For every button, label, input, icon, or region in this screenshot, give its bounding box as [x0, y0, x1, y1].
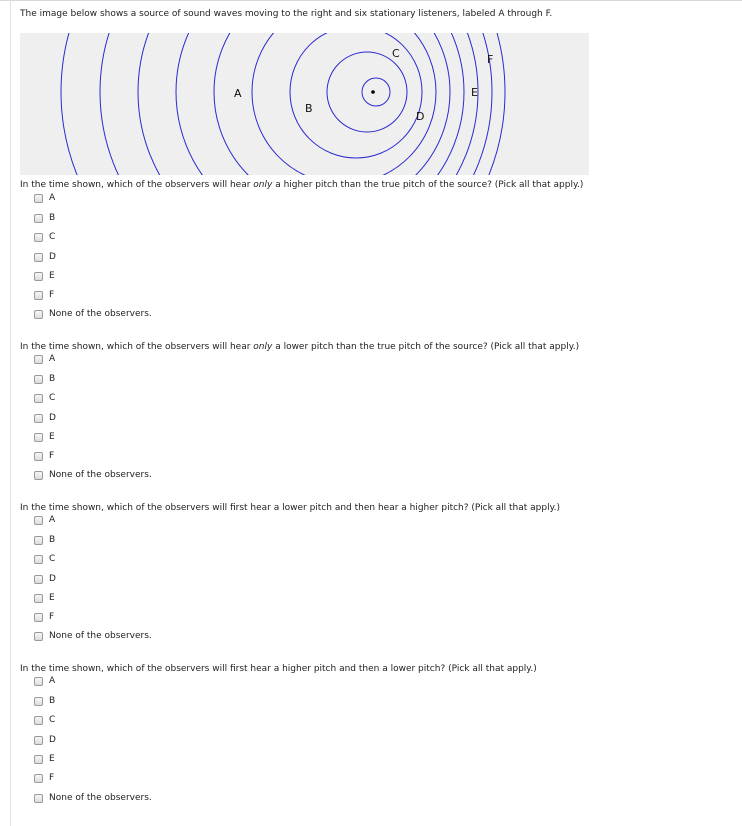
wavefront-1 — [362, 78, 390, 106]
listener-b-label: B — [305, 102, 313, 115]
q1-option-b[interactable]: B — [34, 212, 55, 224]
checkbox[interactable] — [34, 555, 43, 564]
q2-option-d[interactable]: D — [34, 412, 56, 424]
q2-option-c[interactable]: C — [34, 392, 55, 404]
checkbox[interactable] — [34, 594, 43, 603]
checkbox[interactable] — [34, 310, 43, 319]
q3-option-e[interactable]: E — [34, 592, 55, 604]
q2-option-none[interactable]: None of the observers. — [34, 469, 152, 481]
q1-option-a[interactable]: A — [34, 192, 55, 204]
wavefront-2 — [327, 52, 407, 132]
wave-diagram — [20, 33, 589, 175]
checkbox[interactable] — [34, 716, 43, 725]
q2-option-e[interactable]: E — [34, 431, 55, 443]
checkbox[interactable] — [34, 214, 43, 223]
question-3: In the time shown, which of the observers will first hear a lower pitch and then hear a higher pitch? (Pick all that apply.) — [20, 503, 561, 513]
listener-a-label: A — [234, 87, 242, 100]
q3-option-b[interactable]: B — [34, 534, 55, 546]
q1-option-none[interactable]: None of the observers. — [34, 308, 152, 320]
listener-d-label: D — [416, 110, 425, 123]
q2-option-a[interactable]: A — [34, 353, 55, 365]
q3-option-c[interactable]: C — [34, 553, 55, 565]
top-divider — [0, 0, 742, 1]
checkbox[interactable] — [34, 394, 43, 403]
question-1: In the time shown, which of the observers will hear only a higher pitch than the true pitch of the source? (Pick all that apply.) — [20, 180, 584, 190]
q3-option-d[interactable]: D — [34, 573, 56, 585]
checkbox[interactable] — [34, 697, 43, 706]
wavefront-3 — [290, 33, 425, 158]
checkbox[interactable] — [34, 536, 43, 545]
wavefront-9 — [61, 33, 505, 175]
q2-option-b[interactable]: B — [34, 373, 55, 385]
q4-option-e[interactable]: E — [34, 753, 55, 765]
checkbox[interactable] — [34, 414, 43, 423]
checkbox[interactable] — [34, 194, 43, 203]
checkbox[interactable] — [34, 433, 43, 442]
checkbox[interactable] — [34, 575, 43, 584]
listener-c-label: C — [392, 47, 400, 60]
q4-option-b[interactable]: B — [34, 695, 55, 707]
q4-option-a[interactable]: A — [34, 675, 55, 687]
left-divider — [10, 0, 11, 826]
q1-option-f[interactable]: F — [34, 289, 54, 301]
q4-option-d[interactable]: D — [34, 734, 56, 746]
checkbox[interactable] — [34, 677, 43, 686]
wavefront-8 — [100, 33, 492, 175]
q4-option-c[interactable]: C — [34, 714, 55, 726]
listener-f-label: F — [487, 53, 494, 66]
q2-option-f[interactable]: F — [34, 450, 54, 462]
intro-text: The image below shows a source of sound waves moving to the right and six stationary listeners, labeled A through F. — [20, 9, 553, 19]
checkbox[interactable] — [34, 233, 43, 242]
checkbox[interactable] — [34, 272, 43, 281]
checkbox[interactable] — [34, 613, 43, 622]
checkbox[interactable] — [34, 471, 43, 480]
wavefront-4 — [252, 33, 436, 175]
q3-option-none[interactable]: None of the observers. — [34, 630, 152, 642]
checkbox[interactable] — [34, 355, 43, 364]
checkbox[interactable] — [34, 755, 43, 764]
sound-source — [371, 90, 375, 94]
q3-option-a[interactable]: A — [34, 514, 55, 526]
listener-e-label: E — [471, 86, 478, 99]
q1-option-e[interactable]: E — [34, 270, 55, 282]
q1-option-c[interactable]: C — [34, 231, 55, 243]
question-4: In the time shown, which of the observers will first hear a higher pitch and then a lower pitch? (Pick all that apply.) — [20, 664, 537, 674]
checkbox[interactable] — [34, 516, 43, 525]
checkbox[interactable] — [34, 375, 43, 384]
q1-option-d[interactable]: D — [34, 251, 56, 263]
doppler-figure — [20, 33, 589, 175]
q3-option-f[interactable]: F — [34, 611, 54, 623]
checkbox[interactable] — [34, 452, 43, 461]
checkbox[interactable] — [34, 253, 43, 262]
wavefronts — [61, 33, 505, 175]
checkbox[interactable] — [34, 774, 43, 783]
q4-option-none[interactable]: None of the observers. — [34, 792, 152, 804]
question-2: In the time shown, which of the observers will hear only a lower pitch than the true pitch of the source? (Pick all that apply.) — [20, 342, 580, 352]
checkbox[interactable] — [34, 632, 43, 641]
q4-option-f[interactable]: F — [34, 772, 54, 784]
checkbox[interactable] — [34, 291, 43, 300]
checkbox[interactable] — [34, 794, 43, 803]
checkbox[interactable] — [34, 736, 43, 745]
